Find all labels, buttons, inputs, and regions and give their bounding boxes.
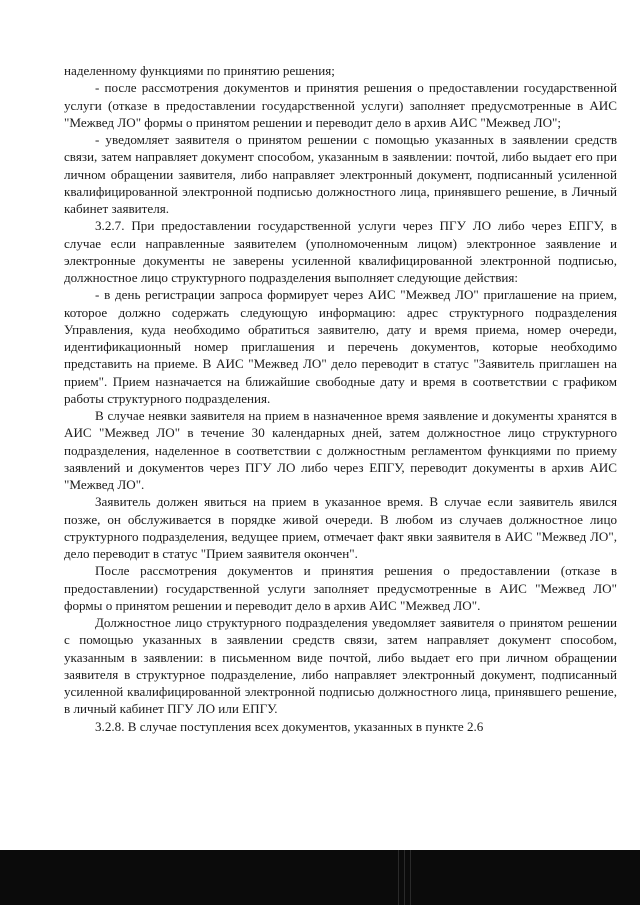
scan-border bbox=[0, 850, 640, 905]
paragraph: 3.2.7. При предоставлении государственной услуги через ПГУ ЛО либо через ЕПГУ, в случае если направленные заявителем (уполномоченным лицом) электронное заявление и электронные документы не заверены усиленной квалифицированной электронной подписью, должностное лицо структурного подразделения выполняет следующие действия: bbox=[64, 218, 617, 285]
paragraph: После рассмотрения документов и принятия решения о предоставлении (отказе в предоставлении) государственной услуги заполняет предусмотренные в АИС "Межвед ЛО" формы о принятом решении и переводит дело в архив АИС "Межвед ЛО". bbox=[64, 563, 617, 613]
paragraph: 3.2.8. В случае поступления всех документов, указанных в пункте 2.6 bbox=[95, 718, 484, 734]
paragraph: наделенному функциями по принятию решения; bbox=[64, 63, 335, 78]
scan-artifact bbox=[404, 850, 405, 905]
paragraph: Заявитель должен явиться на прием в указанное время. В случае если заявитель явился позже, он обслуживается в порядке живой очереди. В любом из случаев должностное лицо структурного подразделения, ведущее прием, отмечает факт явки заявителя в АИС "Межвед ЛО", дело переводит в статус "Прием заявителя окончен". bbox=[64, 494, 617, 561]
paragraph: - после рассмотрения документов и принятия решения о предоставлении государственной услуги (отказе в предоставлении государственной услуги) заполняет предусмотренные в АИС "Межвед ЛО" формы о принятом решении и переводит дело в архив АИС "Межвед ЛО"; bbox=[64, 80, 617, 130]
paragraph: - в день регистрации запроса формирует через АИС "Межвед ЛО" приглашение на прием, которое должно содержать следующую информацию: адрес структурного подразделения Управления, куда необходимо обратиться заявителю, дату и время приема, номер очереди, идентификационный номер приглашения и перечень документов, которые необходимо представить на приеме. В АИС "Межвед ЛО" дело переводит в статус "Заявитель приглашен на прием". Прием назначается на ближайшие свободные дату и время в соответствии с графиком работы структурного подразделения. bbox=[64, 287, 617, 406]
paragraph: - уведомляет заявителя о принятом решении с помощью указанных в заявлении средств связи, затем направляет документ способом, указанным в заявлении: почтой, либо выдает его при личном обращении заявителя, либо направляет электронный документ, подписанный усиленной квалифицированной электронной подписью должностного лица, принявшего решение, в Личный кабинет заявителя. bbox=[64, 132, 617, 216]
paragraph: Должностное лицо структурного подразделения уведомляет заявителя о принятом решении с помощью указанных в заявлении средств связи, затем направляет документ способом, указанным в заявлении: в письменном виде почтой, либо выдает его при личном обращении заявителя в структурное подразделение, либо направляет электронный документ, подписанный усиленной квалифицированной электронной подписью должностного лица, принявшего решение, в личный кабинет ПГУ ЛО или ЕПГУ. bbox=[64, 615, 617, 717]
scan-artifact bbox=[410, 850, 411, 905]
paragraph: В случае неявки заявителя на прием в назначенное время заявление и документы хранятся в АИС "Межвед ЛО" в течение 30 календарных дней, затем должностное лицо структурного подразделения, наделенное в соответствии с должностным регламентом функциями по приему заявлений и документов через ПГУ ЛО либо через ЕПГУ, переводит документы в архив АИС "Межвед ЛО". bbox=[64, 408, 617, 492]
scan-artifact bbox=[398, 850, 399, 905]
document-body bbox=[64, 62, 617, 735]
